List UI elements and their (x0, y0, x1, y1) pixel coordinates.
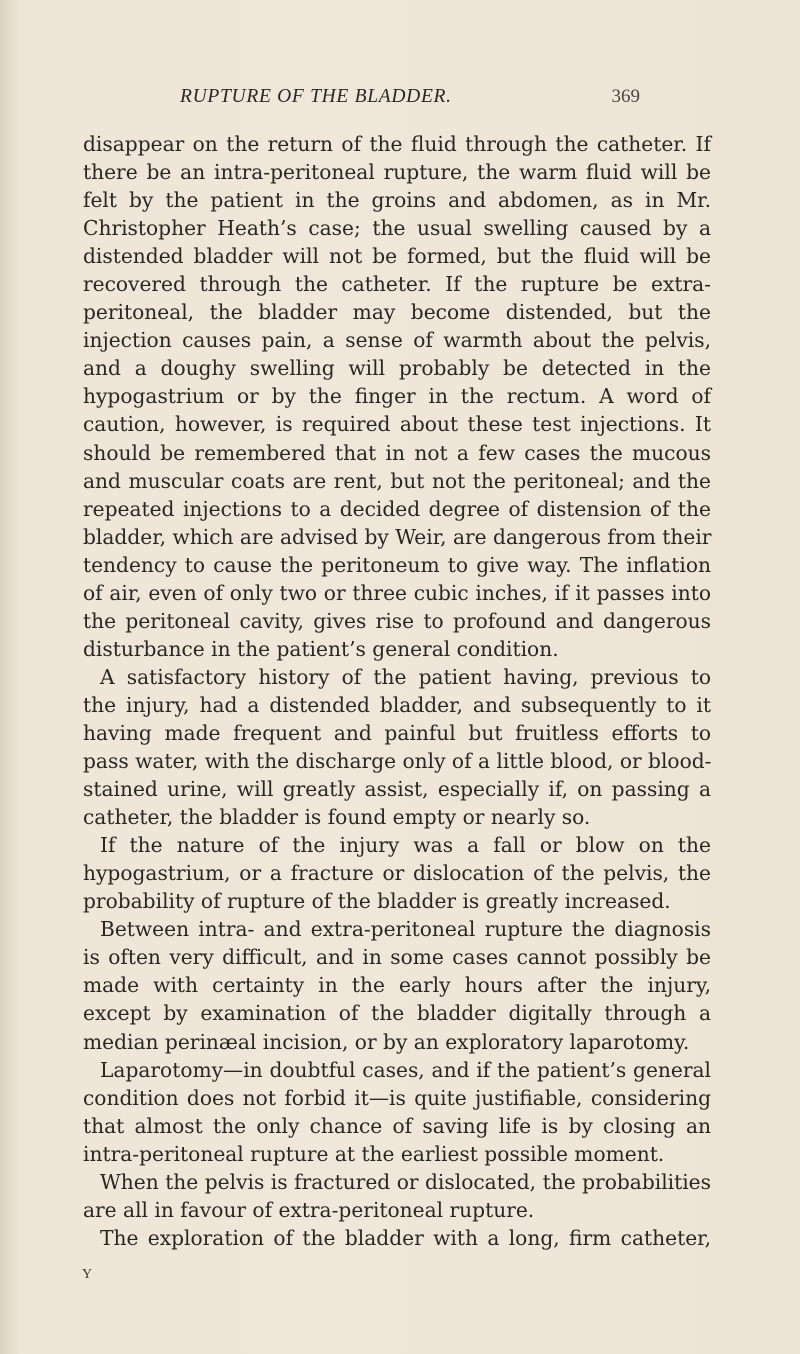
text-line: the peritoneal cavity, gives rise to profound and dangerous (83, 608, 711, 633)
text-line: disturbance in the patient’s general condition. (83, 636, 559, 661)
text-line: intra-peritoneal rupture at the earliest possible moment. (83, 1141, 665, 1166)
text-line: pass water, with the discharge only of a little blood, or blood- (83, 749, 712, 774)
text-line: bladder, which are advised by Weir, are dangerous from their (83, 524, 712, 549)
text-line: of air, even of only two or three cubic inches, if it passes into (83, 580, 711, 605)
text-line: distended bladder will not be formed, but the fluid will be (83, 244, 711, 269)
text-line: is often very difficult, and in some cases cannot possibly be (83, 945, 711, 970)
page-header (180, 86, 640, 116)
text-line: felt by the patient in the groins and abdomen, as in Mr. (83, 188, 711, 213)
text-line: made with certainty in the early hours after the injury, (83, 973, 711, 998)
text-line: catheter, the bladder is found empty or nearly so. (83, 805, 591, 830)
text-line: hypogastrium, or a fracture or dislocation of the pelvis, the (83, 861, 711, 886)
text-line: should be remembered that in not a few cases the mucous (83, 440, 711, 465)
text-line: hypogastrium or by the finger in the rectum. A word of (83, 384, 711, 409)
text-line: repeated injections to a decided degree of distension of the (83, 496, 711, 521)
text-line: The exploration of the bladder with a long, firm catheter, (100, 1225, 711, 1250)
text-line: except by examination of the bladder digitally through a (83, 1001, 711, 1026)
running-head: RUPTURE OF THE BLADDER. (180, 86, 452, 107)
text-line: stained urine, will greatly assist, especially if, on passing a (83, 777, 711, 802)
text-line: injection causes pain, a sense of warmth about the pelvis, (83, 328, 711, 353)
text-line: Laparotomy—in doubtful cases, and if the patient’s general (100, 1057, 711, 1082)
page-number: 369 (611, 86, 640, 107)
text-line: caution, however, is required about these test injections. It (83, 412, 711, 437)
text-line: having made frequent and painful but fruitless efforts to (83, 720, 711, 745)
text-line: the injury, had a distended bladder, and subsequently to it (83, 692, 711, 717)
signature-mark: Y (82, 1267, 93, 1282)
text-line: If the nature of the injury was a fall or blow on the (100, 833, 711, 858)
text-line: median perinæal incision, or by an exploratory laparotomy. (83, 1029, 690, 1054)
text-line: Between intra- and extra-peritoneal rupture the diagnosis (100, 917, 711, 942)
text-line: and muscular coats are rent, but not the peritoneal; and the (83, 468, 711, 493)
text-line: Christopher Heath’s case; the usual swelling caused by a (83, 216, 711, 241)
text-line: tendency to cause the peritoneum to give way. The inflation (83, 552, 711, 577)
text-line: and a doughy swelling will probably be detected in the (83, 356, 711, 381)
text-line: peritoneal, the bladder may become distended, but the (83, 300, 711, 325)
text-line: probability of rupture of the bladder is greatly increased. (83, 889, 671, 914)
text-line: disappear on the return of the fluid through the catheter. If (83, 132, 711, 156)
text-line: condition does not forbid it—is quite justifiable, considering (83, 1085, 711, 1110)
text-line: A satisfactory history of the patient having, previous to (100, 664, 711, 689)
body-text (83, 130, 711, 1252)
text-line: that almost the only chance of saving life is by closing an (83, 1113, 711, 1138)
page-gutter-shadow (0, 0, 22, 1354)
text-line: When the pelvis is fractured or dislocated, the probabilities (100, 1169, 711, 1194)
text-line: are all in favour of extra-peritoneal rupture. (83, 1197, 535, 1222)
text-line: there be an intra-peritoneal rupture, the warm fluid will be (83, 160, 711, 185)
text-line: recovered through the catheter. If the rupture be extra- (83, 272, 711, 297)
